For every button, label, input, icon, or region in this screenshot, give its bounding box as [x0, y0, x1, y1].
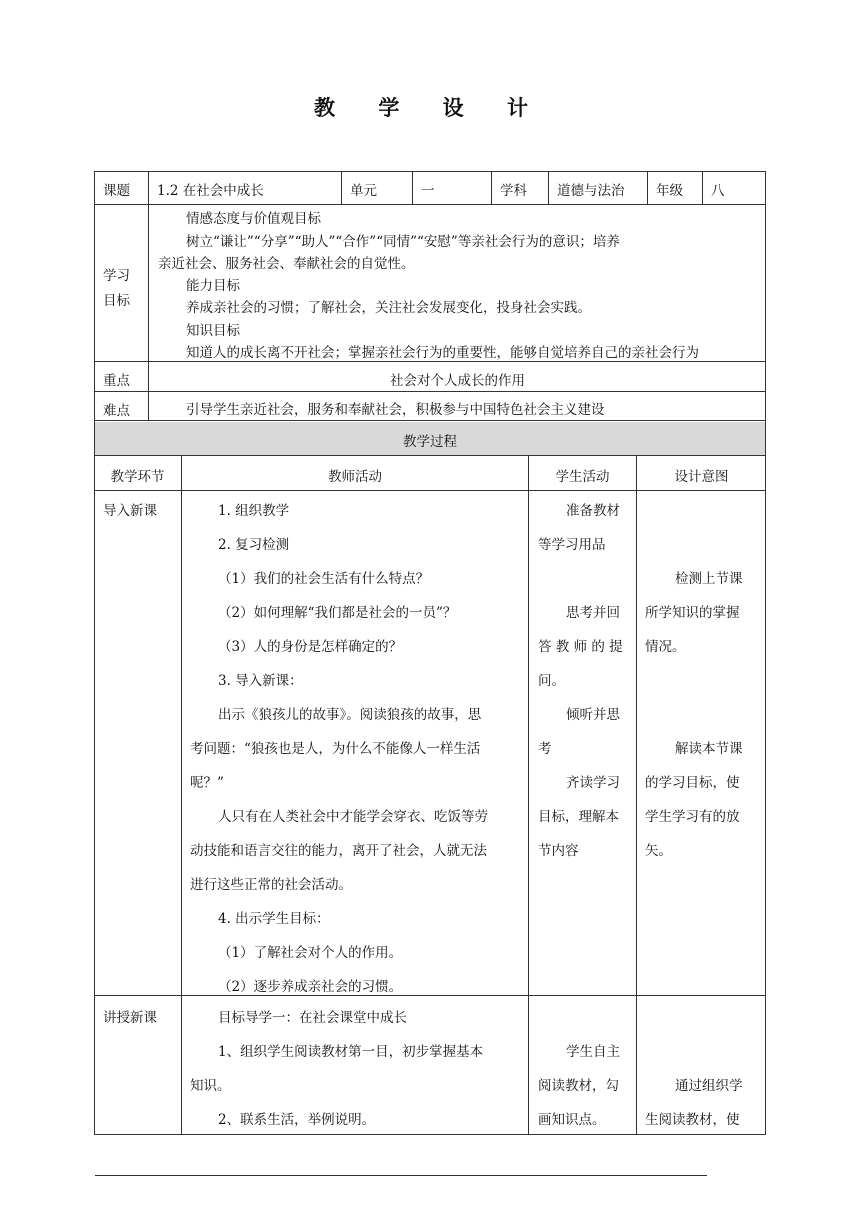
student-line: 倾听并思 — [566, 707, 620, 723]
student-line: 准备教材 — [566, 503, 620, 519]
teacher-line: （2）如何理解“我们都是社会的一员”？ — [218, 605, 457, 621]
col-header: 教师活动 — [328, 469, 382, 485]
intent-line: 矢。 — [645, 843, 672, 859]
goals-line: 树立“谦让”“分享”“助人”“合作”“同情”“安慰”等亲社会行为的意识；培养 — [186, 234, 620, 250]
goals-label-2: 目标 — [103, 293, 130, 309]
teacher-line: 4. 出示学生目标： — [218, 911, 330, 927]
intent-line: 情况。 — [645, 639, 686, 655]
teacher-line: 目标导学一：在社会课堂中成长 — [218, 1010, 407, 1026]
student-line: 齐读学习 — [566, 775, 620, 791]
footer-rule — [95, 1175, 707, 1176]
student-line: 答 教 师 的 提 — [538, 639, 623, 655]
intent-line: 的学习目标，使 — [645, 775, 740, 791]
goals-line: 知道人的成长离不开社会；掌握亲社会行为的重要性，能够自觉培养自己的亲社会行为 — [186, 345, 699, 361]
teacher-line: 1. 组织教学 — [218, 503, 290, 519]
teacher-line: 人只有在人类社会中才能学会穿衣、吃饭等劳 — [218, 809, 488, 825]
goals-line: 知识目标 — [186, 323, 240, 339]
difficult-value: 引导学生亲近社会，服务和奉献社会，积极参与中国特色社会主义建设 — [186, 402, 605, 418]
teacher-line: 1、组织学生阅读教材第一目，初步掌握基本 — [218, 1044, 484, 1060]
col-header: 教学环节 — [110, 469, 165, 485]
goals-line: 能力目标 — [186, 278, 240, 294]
student-line: 目标，理解本 — [538, 809, 619, 825]
student-line: 阅读教材，勾 — [538, 1078, 619, 1094]
process-header: 教学过程 — [403, 434, 457, 450]
col-header: 学生活动 — [555, 469, 610, 485]
key-value: 社会对个人成长的作用 — [390, 373, 525, 389]
goals-line: 情感态度与价值观目标 — [186, 211, 321, 227]
goals-line: 养成亲社会的习惯；了解社会，关注社会发展变化，投身社会实践。 — [186, 300, 591, 316]
student-line: 学生自主 — [566, 1044, 620, 1060]
teacher-line: （1）我们的社会生活有什么特点？ — [218, 571, 430, 587]
teacher-line: 考问题：“狼孩也是人，为什么不能像人一样生活 — [190, 741, 481, 757]
keti-value: 1.2 在社会中成长 — [157, 183, 264, 199]
student-line: 节内容 — [538, 843, 579, 859]
difficult-label: 难点 — [103, 403, 130, 419]
key-label: 重点 — [103, 373, 130, 389]
teacher-line: （1）了解社会对个人的作用。 — [218, 945, 403, 961]
intent-line: 生阅读教材，使 — [645, 1112, 740, 1128]
student-line: 画知识点。 — [538, 1112, 606, 1128]
danyuan-label: 单元 — [350, 183, 377, 199]
goals-label-1: 学习 — [103, 268, 130, 284]
teacher-line: （2）逐步养成亲社会的习惯。 — [218, 979, 403, 995]
intent-line: 检测上节课 — [675, 571, 743, 587]
nianji-label: 年级 — [656, 183, 683, 199]
section-name: 讲授新课 — [103, 1010, 157, 1026]
teacher-line: （3）人的身份是怎样确定的？ — [218, 639, 403, 655]
intent-line: 解读本节课 — [675, 741, 743, 757]
student-line: 等学习用品 — [538, 537, 606, 553]
student-line: 思考并回 — [566, 605, 620, 621]
student-line: 问。 — [538, 673, 565, 689]
student-line: 考 — [538, 741, 552, 757]
intent-line: 学生学习有的放 — [645, 809, 740, 825]
teacher-line: 知识。 — [190, 1078, 231, 1094]
col-header: 设计意图 — [674, 469, 729, 485]
document-title: 教 学 设 计 — [314, 95, 546, 120]
section-name: 导入新课 — [103, 503, 157, 519]
teacher-line: 动技能和语言交往的能力，离开了社会，人就无法 — [190, 843, 487, 859]
teacher-line: 出示《狼孩儿的故事》。阅读狼孩的故事，思 — [218, 707, 482, 723]
xueke-value: 道德与法治 — [557, 183, 625, 199]
xueke-label: 学科 — [500, 183, 527, 199]
nianji-value: 八 — [711, 183, 725, 199]
keti-label: 课题 — [103, 183, 130, 199]
teacher-line: 2、联系生活，举例说明。 — [218, 1112, 376, 1128]
intent-line: 所学知识的掌握 — [645, 605, 740, 621]
danyuan-value: 一 — [421, 183, 435, 199]
teacher-line: 呢？” — [190, 775, 224, 791]
goals-line: 亲近社会、服务社会、奉献社会的自觉性。 — [158, 256, 415, 272]
teacher-line: 进行这些正常的社会活动。 — [190, 877, 352, 893]
teacher-line: 3. 导入新课： — [218, 673, 303, 689]
teacher-line: 2. 复习检测 — [218, 537, 290, 553]
intent-line: 通过组织学 — [675, 1078, 743, 1094]
